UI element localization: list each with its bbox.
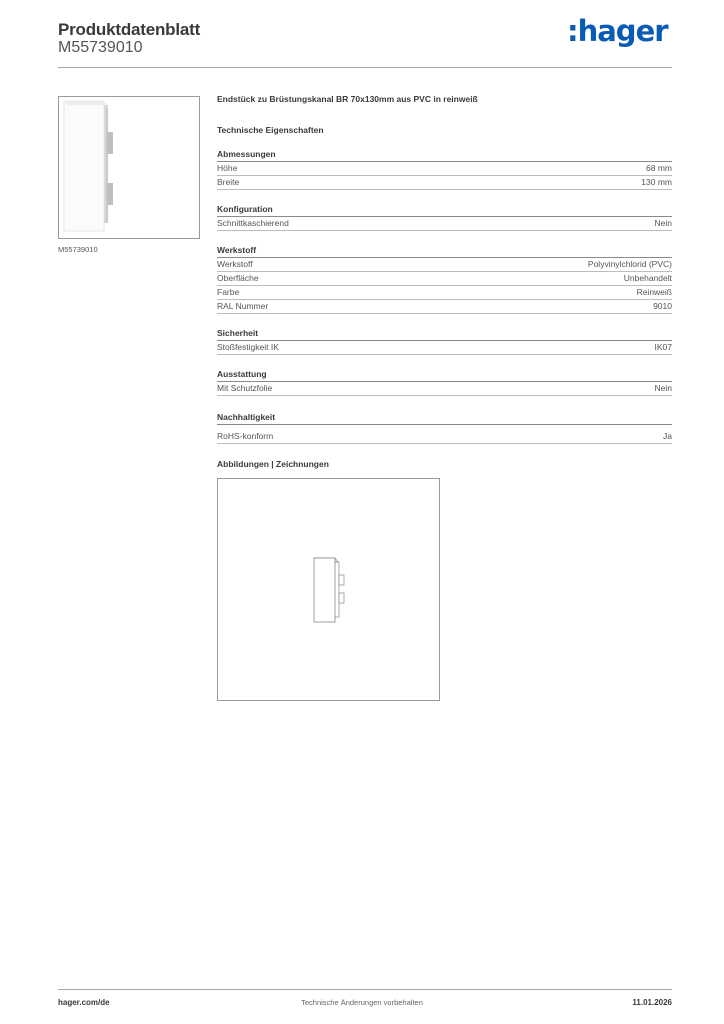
group-safety (217, 328, 672, 355)
property-value: 130 mm (641, 177, 672, 187)
group-title: Konfiguration (217, 204, 672, 217)
group-material (217, 245, 672, 314)
property-label: Oberfläche (217, 273, 259, 283)
property-label: Mit Schutzfolie (217, 383, 273, 393)
property-row (217, 272, 672, 286)
property-value: Polyvinylchlorid (PVC) (587, 259, 672, 269)
property-row (217, 300, 672, 314)
property-row (217, 162, 672, 176)
drawings-title: Abbildungen | Zeichnungen (217, 459, 329, 469)
property-value: 68 mm (646, 163, 672, 173)
property-label: RoHS-konform (217, 431, 274, 441)
property-label: Höhe (217, 163, 238, 173)
property-value: Ja (663, 431, 672, 441)
property-label: Werkstoff (217, 259, 253, 269)
group-title: Sicherheit (217, 328, 672, 341)
end-cap-illustration (59, 97, 199, 238)
property-label: Breite (217, 177, 240, 187)
property-value: IK07 (654, 342, 672, 352)
drawing-box (217, 478, 440, 701)
page-title: Produktdatenblatt (58, 20, 201, 39)
article-number: M55739010 (58, 39, 143, 56)
property-label: RAL Nummer (217, 301, 269, 311)
property-label: Farbe (217, 287, 240, 297)
property-row (217, 382, 672, 396)
property-row (217, 430, 672, 444)
hager-logo: :hager (567, 14, 668, 48)
footer-date: 11.01.2026 (632, 998, 672, 1007)
property-value: 9010 (653, 301, 672, 311)
footer-notice: Technische Änderungen vorbehalten (301, 998, 423, 1007)
property-row (217, 286, 672, 300)
property-row (217, 217, 672, 231)
property-value: Unbehandelt (623, 273, 672, 283)
footer-divider (58, 989, 672, 990)
product-image (58, 96, 200, 239)
property-label: Stoßfestigkeit IK (217, 342, 279, 352)
group-sustainability (217, 412, 672, 444)
group-equipment (217, 369, 672, 396)
property-value: Nein (654, 383, 672, 393)
product-description: Endstück zu Brüstungskanal BR 70x130mm aus PVC in reinweiß (217, 94, 478, 104)
group-title: Ausstattung (217, 369, 672, 382)
footer-website-link[interactable]: hager.com/de (58, 998, 110, 1007)
property-row (217, 176, 672, 190)
main-content (217, 94, 672, 444)
group-dimensions (217, 149, 672, 190)
property-value: Nein (654, 218, 672, 228)
property-row (217, 341, 672, 355)
product-image-caption: M55739010 (58, 245, 98, 254)
group-title: Werkstoff (217, 245, 672, 258)
header-divider (58, 67, 672, 68)
end-cap-drawing (218, 479, 439, 700)
group-title: Nachhaltigkeit (217, 412, 672, 425)
technical-properties-title: Technische Eigenschaften (217, 125, 324, 135)
property-row (217, 258, 672, 272)
property-value: Reinweiß (636, 287, 672, 297)
property-label: Schnittkaschierend (217, 218, 289, 228)
group-title: Abmessungen (217, 149, 672, 162)
group-configuration (217, 204, 672, 231)
